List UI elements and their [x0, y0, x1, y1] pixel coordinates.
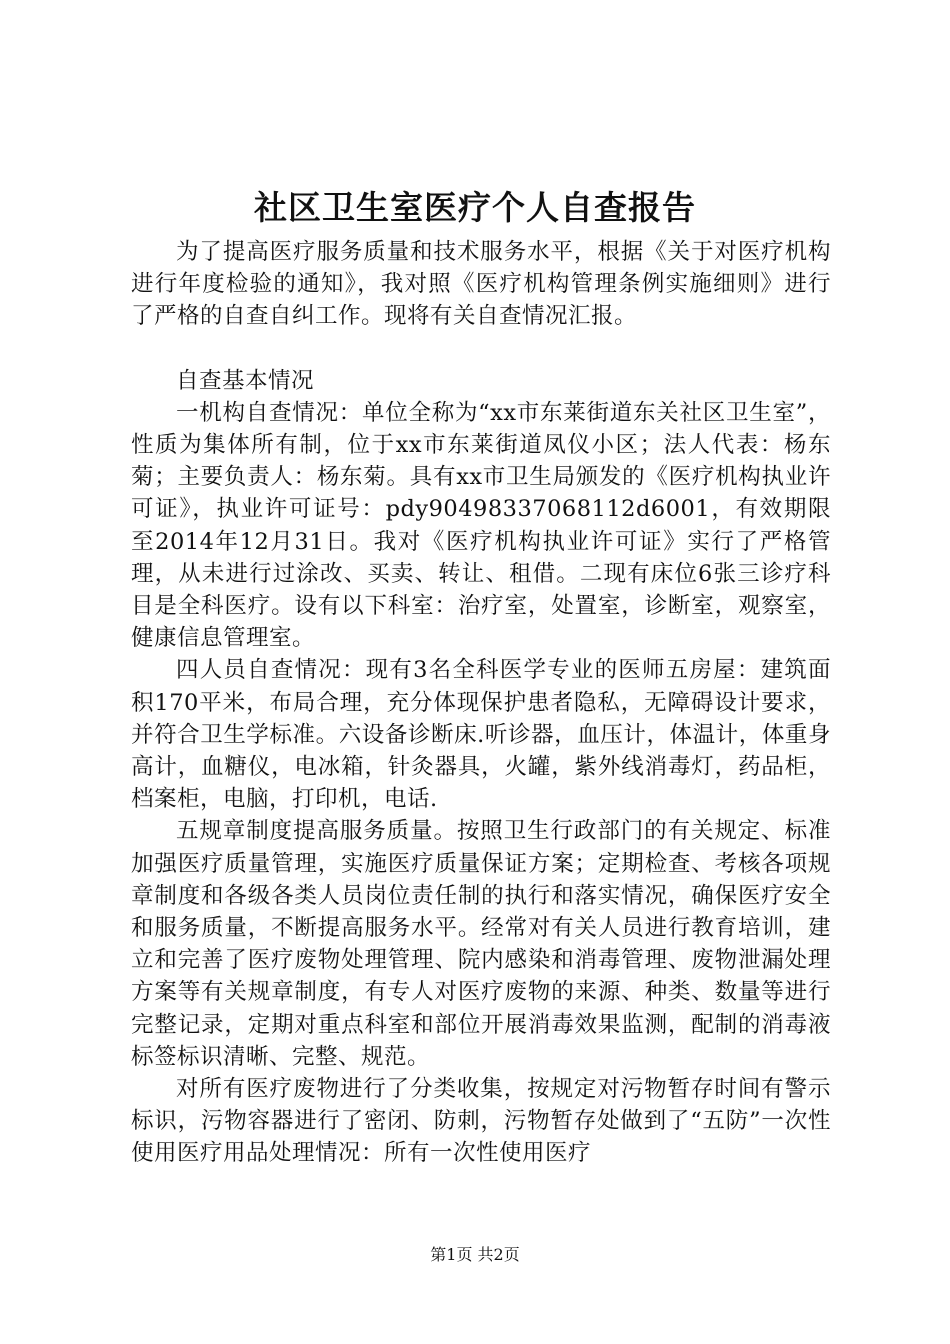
section-heading: 自查基本情况 — [176, 367, 315, 394]
paragraph-gap — [131, 333, 831, 365]
personnel-paragraph: 四人员自查情况：现有3名全科医学专业的医师五房屋：建筑面积170平米，布局合理，充分体现保护患者隐私，无障碍设计要求，并符合卫生学标准。六设备诊断床.听诊器，血压计，体温计，体重身高计，血糖仪，电冰箱，针灸器具，火罐，紫外线消毒灯，药品柜，档案柜，电脑，打印机，电话. — [131, 657, 831, 813]
document-body — [131, 236, 831, 1170]
institution-paragraph: 一机构自查情况：单位全称为“xx市东莱街道东关社区卫生室”，性质为集体所有制，位于xx市东莱街道凤仪小区；法人代表：杨东菊；主要负责人：杨东菊。具有xx市卫生局颁发的《医疗机构执业许可证》，执业许可证号：pdy90498337068112d6001，有效期限至2014年12月31日。我对《医疗机构执业许可证》实行了严格管理，从未进行过涂改、买卖、转让、租借。二现有床位6张三诊疗科目是全科医疗。设有以下科室：治疗室，处置室，诊断室，观察室，健康信息管理室。 — [131, 399, 831, 652]
waste-paragraph: 对所有医疗废物进行了分类收集，按规定对污物暂存时间有警示标识，污物容器进行了密闭、防刺，污物暂存处做到了“五防”一次性使用医疗用品处理情况：所有一次性使用医疗 — [131, 1076, 831, 1167]
regulations-paragraph: 五规章制度提高服务质量。按照卫生行政部门的有关规定、标准加强医疗质量管理，实施医疗质量保证方案；定期检查、考核各项规章制度和各级各类人员岗位责任制的执行和落实情况，确保医疗安全和服务质量，不断提高服务水平。经常对有关人员进行教育培训，建立和完善了医疗废物处理管理、院内感染和消毒管理、废物泄漏处理方案等有关规章制度，有专人对医疗废物的来源、种类、数量等进行完整记录，定期对重点科室和部位开展消毒效果监测，配制的消毒液标签标识清晰、完整、规范。 — [131, 818, 831, 1070]
page-number: 第1页 共2页 — [430, 1245, 520, 1264]
intro-paragraph: 为了提高医疗服务质量和技术服务水平，根据《关于对医疗机构进行年度检验的通知》，我对照《医疗机构管理条例实施细则》进行了严格的自查自纠工作。现将有关自查情况汇报。 — [131, 239, 831, 330]
document-title: 社区卫生室医疗个人自查报告 — [254, 188, 696, 227]
